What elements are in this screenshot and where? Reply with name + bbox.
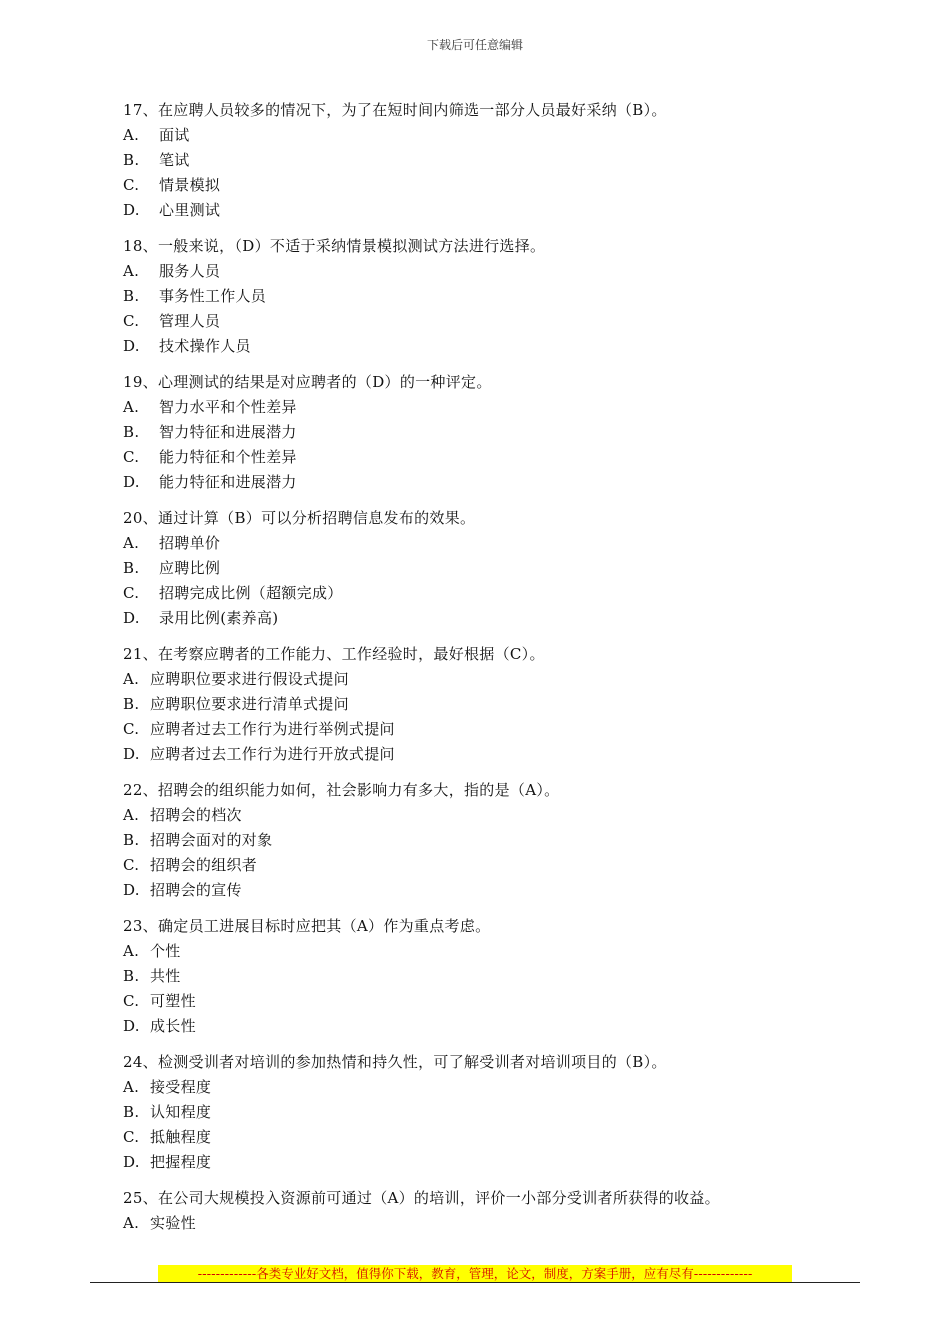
option-text: 招聘会的宣传 — [150, 881, 242, 899]
option-d — [123, 1150, 843, 1175]
option-text: 认知程度 — [150, 1103, 212, 1121]
option-letter: D. — [123, 201, 140, 219]
option-text: 抵触程度 — [150, 1128, 212, 1146]
option-d — [123, 878, 843, 903]
option-text: 成长性 — [150, 1017, 196, 1035]
question-17 — [123, 98, 843, 223]
option-a — [123, 531, 843, 556]
option-text: 技术操作人员 — [159, 337, 251, 355]
option-b — [123, 692, 843, 717]
option-d — [123, 742, 843, 767]
option-text: 应聘职位要求进行假设式提问 — [150, 670, 349, 688]
option-text: 共性 — [150, 967, 181, 985]
option-letter: B. — [123, 559, 140, 577]
question-text: 21、在考察应聘者的工作能力、工作经验时，最好根据（C）。 — [123, 645, 545, 663]
option-text: 面试 — [159, 126, 190, 144]
option-letter: C. — [123, 176, 140, 194]
question-text: 25、在公司大规模投入资源前可通过（A）的培训，评价一小部分受训者所获得的收益。 — [123, 1189, 720, 1207]
option-letter: B. — [123, 831, 140, 849]
footer-divider — [90, 1282, 860, 1283]
option-letter: A. — [123, 942, 140, 960]
option-text: 智力特征和进展潜力 — [159, 423, 297, 441]
option-text: 笔试 — [159, 151, 190, 169]
question-text: 18、一般来说，（D）不适于采纳情景模拟测试方法进行选择。 — [123, 237, 546, 255]
option-text: 情景模拟 — [159, 176, 221, 194]
option-c — [123, 853, 843, 878]
option-d — [123, 606, 843, 631]
option-letter: C. — [123, 1128, 140, 1146]
option-letter: B. — [123, 287, 140, 305]
option-text: 事务性工作人员 — [159, 287, 267, 305]
option-text: 应聘职位要求进行清单式提问 — [150, 695, 349, 713]
option-c — [123, 989, 843, 1014]
option-letter: D. — [123, 745, 140, 763]
question-22 — [123, 778, 843, 903]
option-text: 心里测试 — [159, 201, 221, 219]
option-c — [123, 309, 843, 334]
option-text: 应聘者过去工作行为进行开放式提问 — [150, 745, 395, 763]
option-b — [123, 828, 843, 853]
option-letter: D. — [123, 1017, 140, 1035]
option-a — [123, 123, 843, 148]
option-letter: C. — [123, 720, 140, 738]
option-text: 能力特征和个性差异 — [159, 448, 297, 466]
option-a — [123, 1211, 843, 1236]
option-letter: C. — [123, 312, 140, 330]
option-letter: B. — [123, 1103, 140, 1121]
option-a — [123, 667, 843, 692]
option-letter: C. — [123, 856, 140, 874]
option-letter: A. — [123, 534, 140, 552]
option-b — [123, 284, 843, 309]
question-text: 17、在应聘人员较多的情况下，为了在短时间内筛选一部分人员最好采纳（B）。 — [123, 101, 667, 119]
option-d — [123, 1014, 843, 1039]
question-text: 20、通过计算（B）可以分析招聘信息发布的效果。 — [123, 509, 476, 527]
option-text: 招聘完成比例（超额完成） — [159, 584, 343, 602]
option-c — [123, 717, 843, 742]
option-text: 个性 — [150, 942, 181, 960]
option-letter: D. — [123, 473, 140, 491]
option-letter: A. — [123, 262, 140, 280]
option-letter: C. — [123, 448, 140, 466]
question-19 — [123, 370, 843, 495]
option-b — [123, 148, 843, 173]
question-text: 23、确定员工进展目标时应把其（A）作为重点考虑。 — [123, 917, 491, 935]
option-text: 智力水平和个性差异 — [159, 398, 297, 416]
option-letter: B. — [123, 695, 140, 713]
option-text: 实验性 — [150, 1214, 196, 1232]
option-c — [123, 581, 843, 606]
question-21 — [123, 642, 843, 767]
option-text: 管理人员 — [159, 312, 221, 330]
option-a — [123, 939, 843, 964]
option-c — [123, 173, 843, 198]
footer-banner: -------------各类专业好文档，值得你下载，教育，管理，论文，制度，方案手册，应有尽有------------- — [158, 1265, 792, 1282]
option-letter: B. — [123, 423, 140, 441]
option-a — [123, 395, 843, 420]
option-b — [123, 420, 843, 445]
option-d — [123, 334, 843, 359]
question-18 — [123, 234, 843, 359]
option-d — [123, 470, 843, 495]
option-text: 招聘单价 — [159, 534, 221, 552]
option-a — [123, 1075, 843, 1100]
option-b — [123, 556, 843, 581]
option-letter: D. — [123, 337, 140, 355]
option-letter: D. — [123, 881, 140, 899]
page-header: 下载后可任意编辑 — [426, 38, 523, 52]
option-a — [123, 259, 843, 284]
option-letter: D. — [123, 609, 140, 627]
option-text: 录用比例(素养高) — [159, 609, 279, 627]
option-text: 服务人员 — [159, 262, 221, 280]
option-letter: A. — [123, 1214, 140, 1232]
option-c — [123, 1125, 843, 1150]
question-23 — [123, 914, 843, 1039]
option-b — [123, 964, 843, 989]
question-20 — [123, 506, 843, 631]
option-text: 招聘会面对的对象 — [150, 831, 273, 849]
option-letter: D. — [123, 1153, 140, 1171]
option-letter: B. — [123, 967, 140, 985]
option-text: 能力特征和进展潜力 — [159, 473, 297, 491]
option-text: 把握程度 — [150, 1153, 212, 1171]
option-text: 招聘会的组织者 — [150, 856, 258, 874]
question-24 — [123, 1050, 843, 1175]
option-letter: A. — [123, 126, 140, 144]
option-letter: A. — [123, 398, 140, 416]
option-letter: C. — [123, 584, 140, 602]
option-c — [123, 445, 843, 470]
option-text: 应聘比例 — [159, 559, 221, 577]
option-letter: A. — [123, 806, 140, 824]
document-body — [123, 98, 843, 1247]
option-text: 接受程度 — [150, 1078, 212, 1096]
question-text: 22、招聘会的组织能力如何，社会影响力有多大，指的是（A）。 — [123, 781, 560, 799]
option-d — [123, 198, 843, 223]
option-letter: A. — [123, 670, 140, 688]
option-b — [123, 1100, 843, 1125]
option-letter: A. — [123, 1078, 140, 1096]
option-a — [123, 803, 843, 828]
option-text: 应聘者过去工作行为进行举例式提问 — [150, 720, 395, 738]
option-text: 招聘会的档次 — [150, 806, 242, 824]
option-letter: C. — [123, 992, 140, 1010]
option-text: 可塑性 — [150, 992, 196, 1010]
option-letter: B. — [123, 151, 140, 169]
question-25 — [123, 1186, 843, 1236]
question-text: 24、检测受训者对培训的参加热情和持久性，可了解受训者对培训项目的（B）。 — [123, 1053, 667, 1071]
question-text: 19、心理测试的结果是对应聘者的（D）的一种评定。 — [123, 373, 492, 391]
